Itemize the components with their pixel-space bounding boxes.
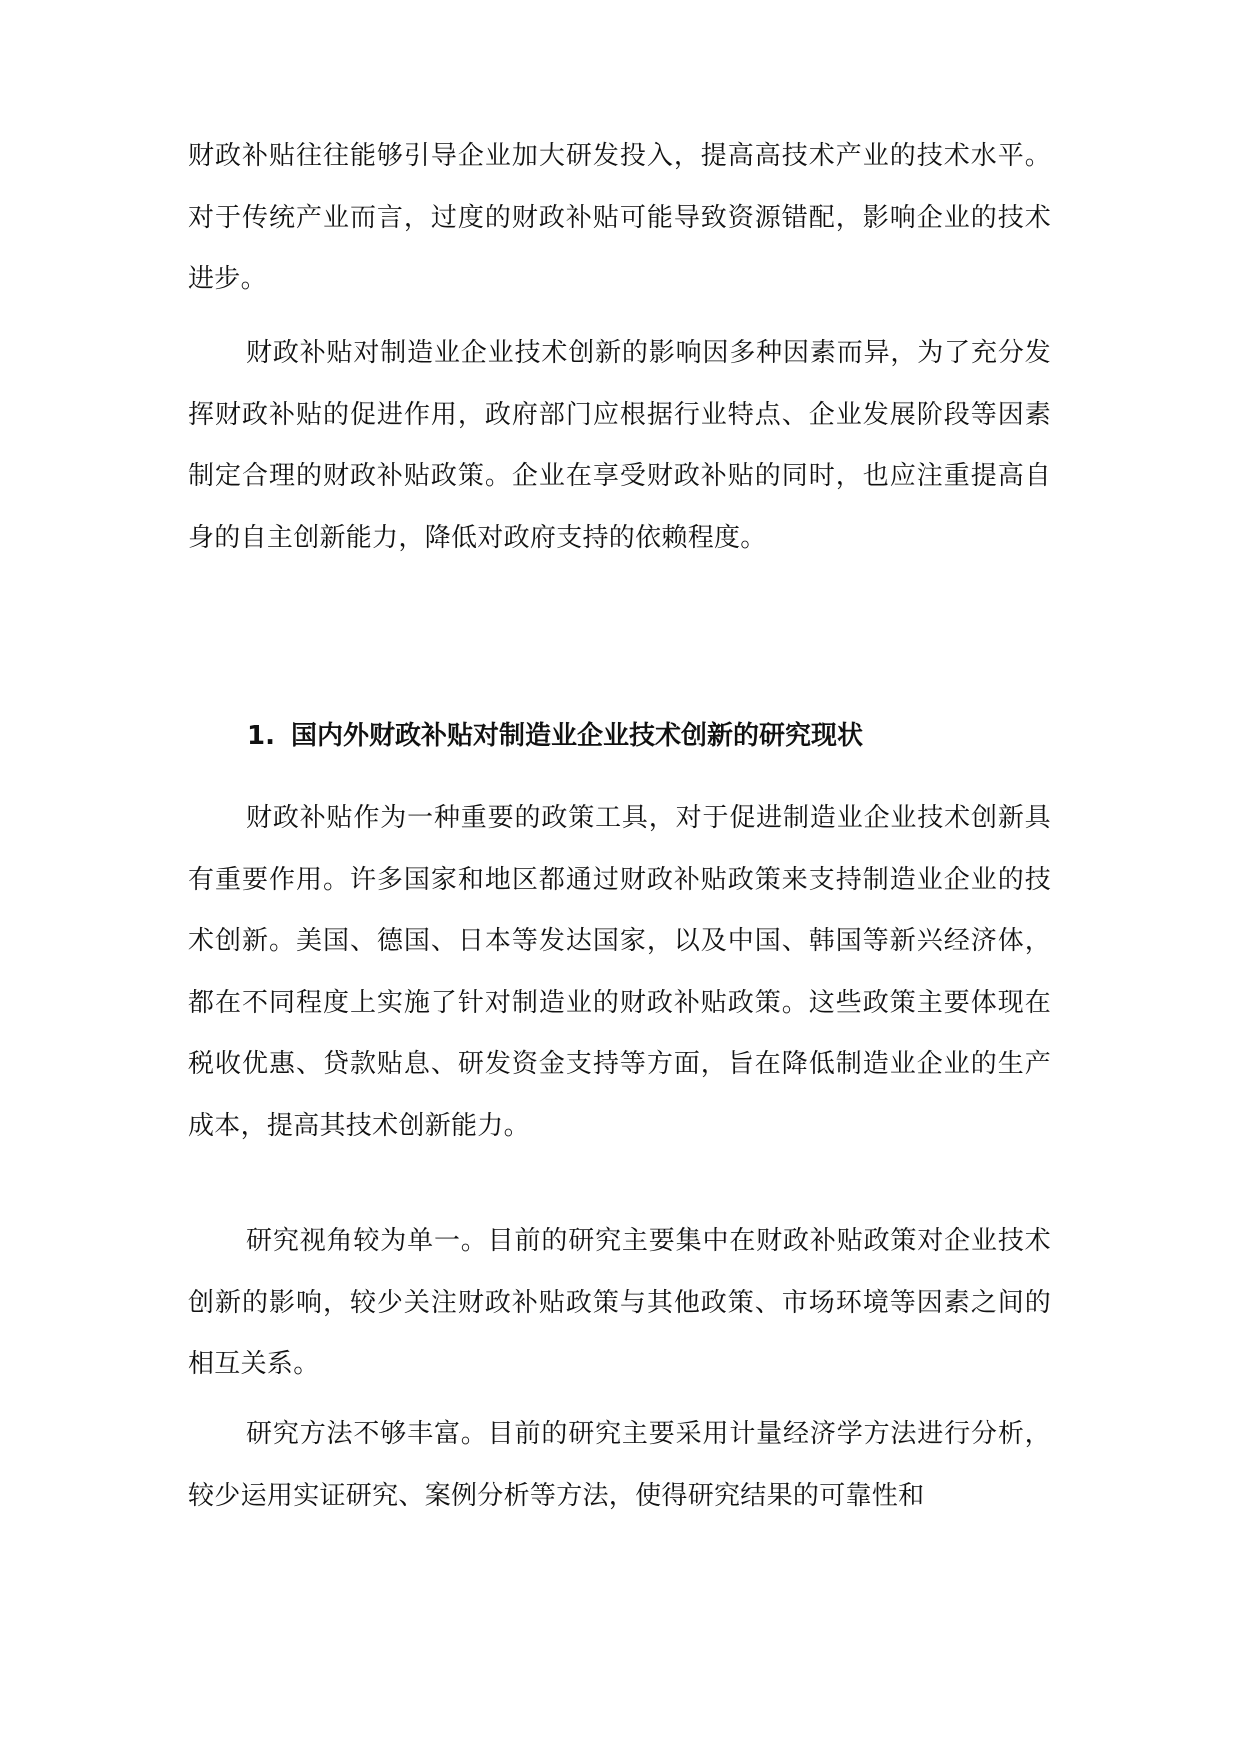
paragraph-subsidy-impact: 财政补贴对制造业企业技术创新的影响因多种因素而异，为了充分发挥财政补贴的促进作用，政府部门应根据行业特点、企业发展阶段等因素制定合理的财政补贴政策。企业在享受财政补贴的同时，也应注重提高自身的自主创新能力，降低对政府支持的依赖程度。 xyxy=(188,338,1051,553)
section-title: 国内外财政补贴对制造业企业技术创新的研究现状 xyxy=(291,721,864,751)
section-heading xyxy=(247,706,863,766)
paragraph-continuation: 财政补贴往往能够引导企业加大研发投入，提高高技术产业的技术水平。对于传统产业而言，过度的财政补贴可能导致资源错配，影响企业的技术进步。 xyxy=(188,141,1051,294)
paragraph-research-methods: 研究方法不够丰富。目前的研究主要采用计量经济学方法进行分析，较少运用实证研究、案例分析等方法，使得研究结果的可靠性和 xyxy=(188,1419,1051,1511)
paragraph-policy-tools: 财政补贴作为一种重要的政策工具，对于促进制造业企业技术创新具有重要作用。许多国家和地区都通过财政补贴政策来支持制造业企业的技术创新。美国、德国、日本等发达国家，以及中国、韩国等新兴经济体，都在不同程度上实施了针对制造业的财政补贴政策。这些政策主要体现在税收优惠、贷款贴息、研发资金支持等方面，旨在降低制造业企业的生产成本，提高其技术创新能力。 xyxy=(188,803,1051,1141)
paragraph-research-perspective: 研究视角较为单一。目前的研究主要集中在财政补贴政策对企业技术创新的影响，较少关注财政补贴政策与其他政策、市场环境等因素之间的相互关系。 xyxy=(188,1226,1051,1379)
section-number: 1. xyxy=(247,721,275,751)
